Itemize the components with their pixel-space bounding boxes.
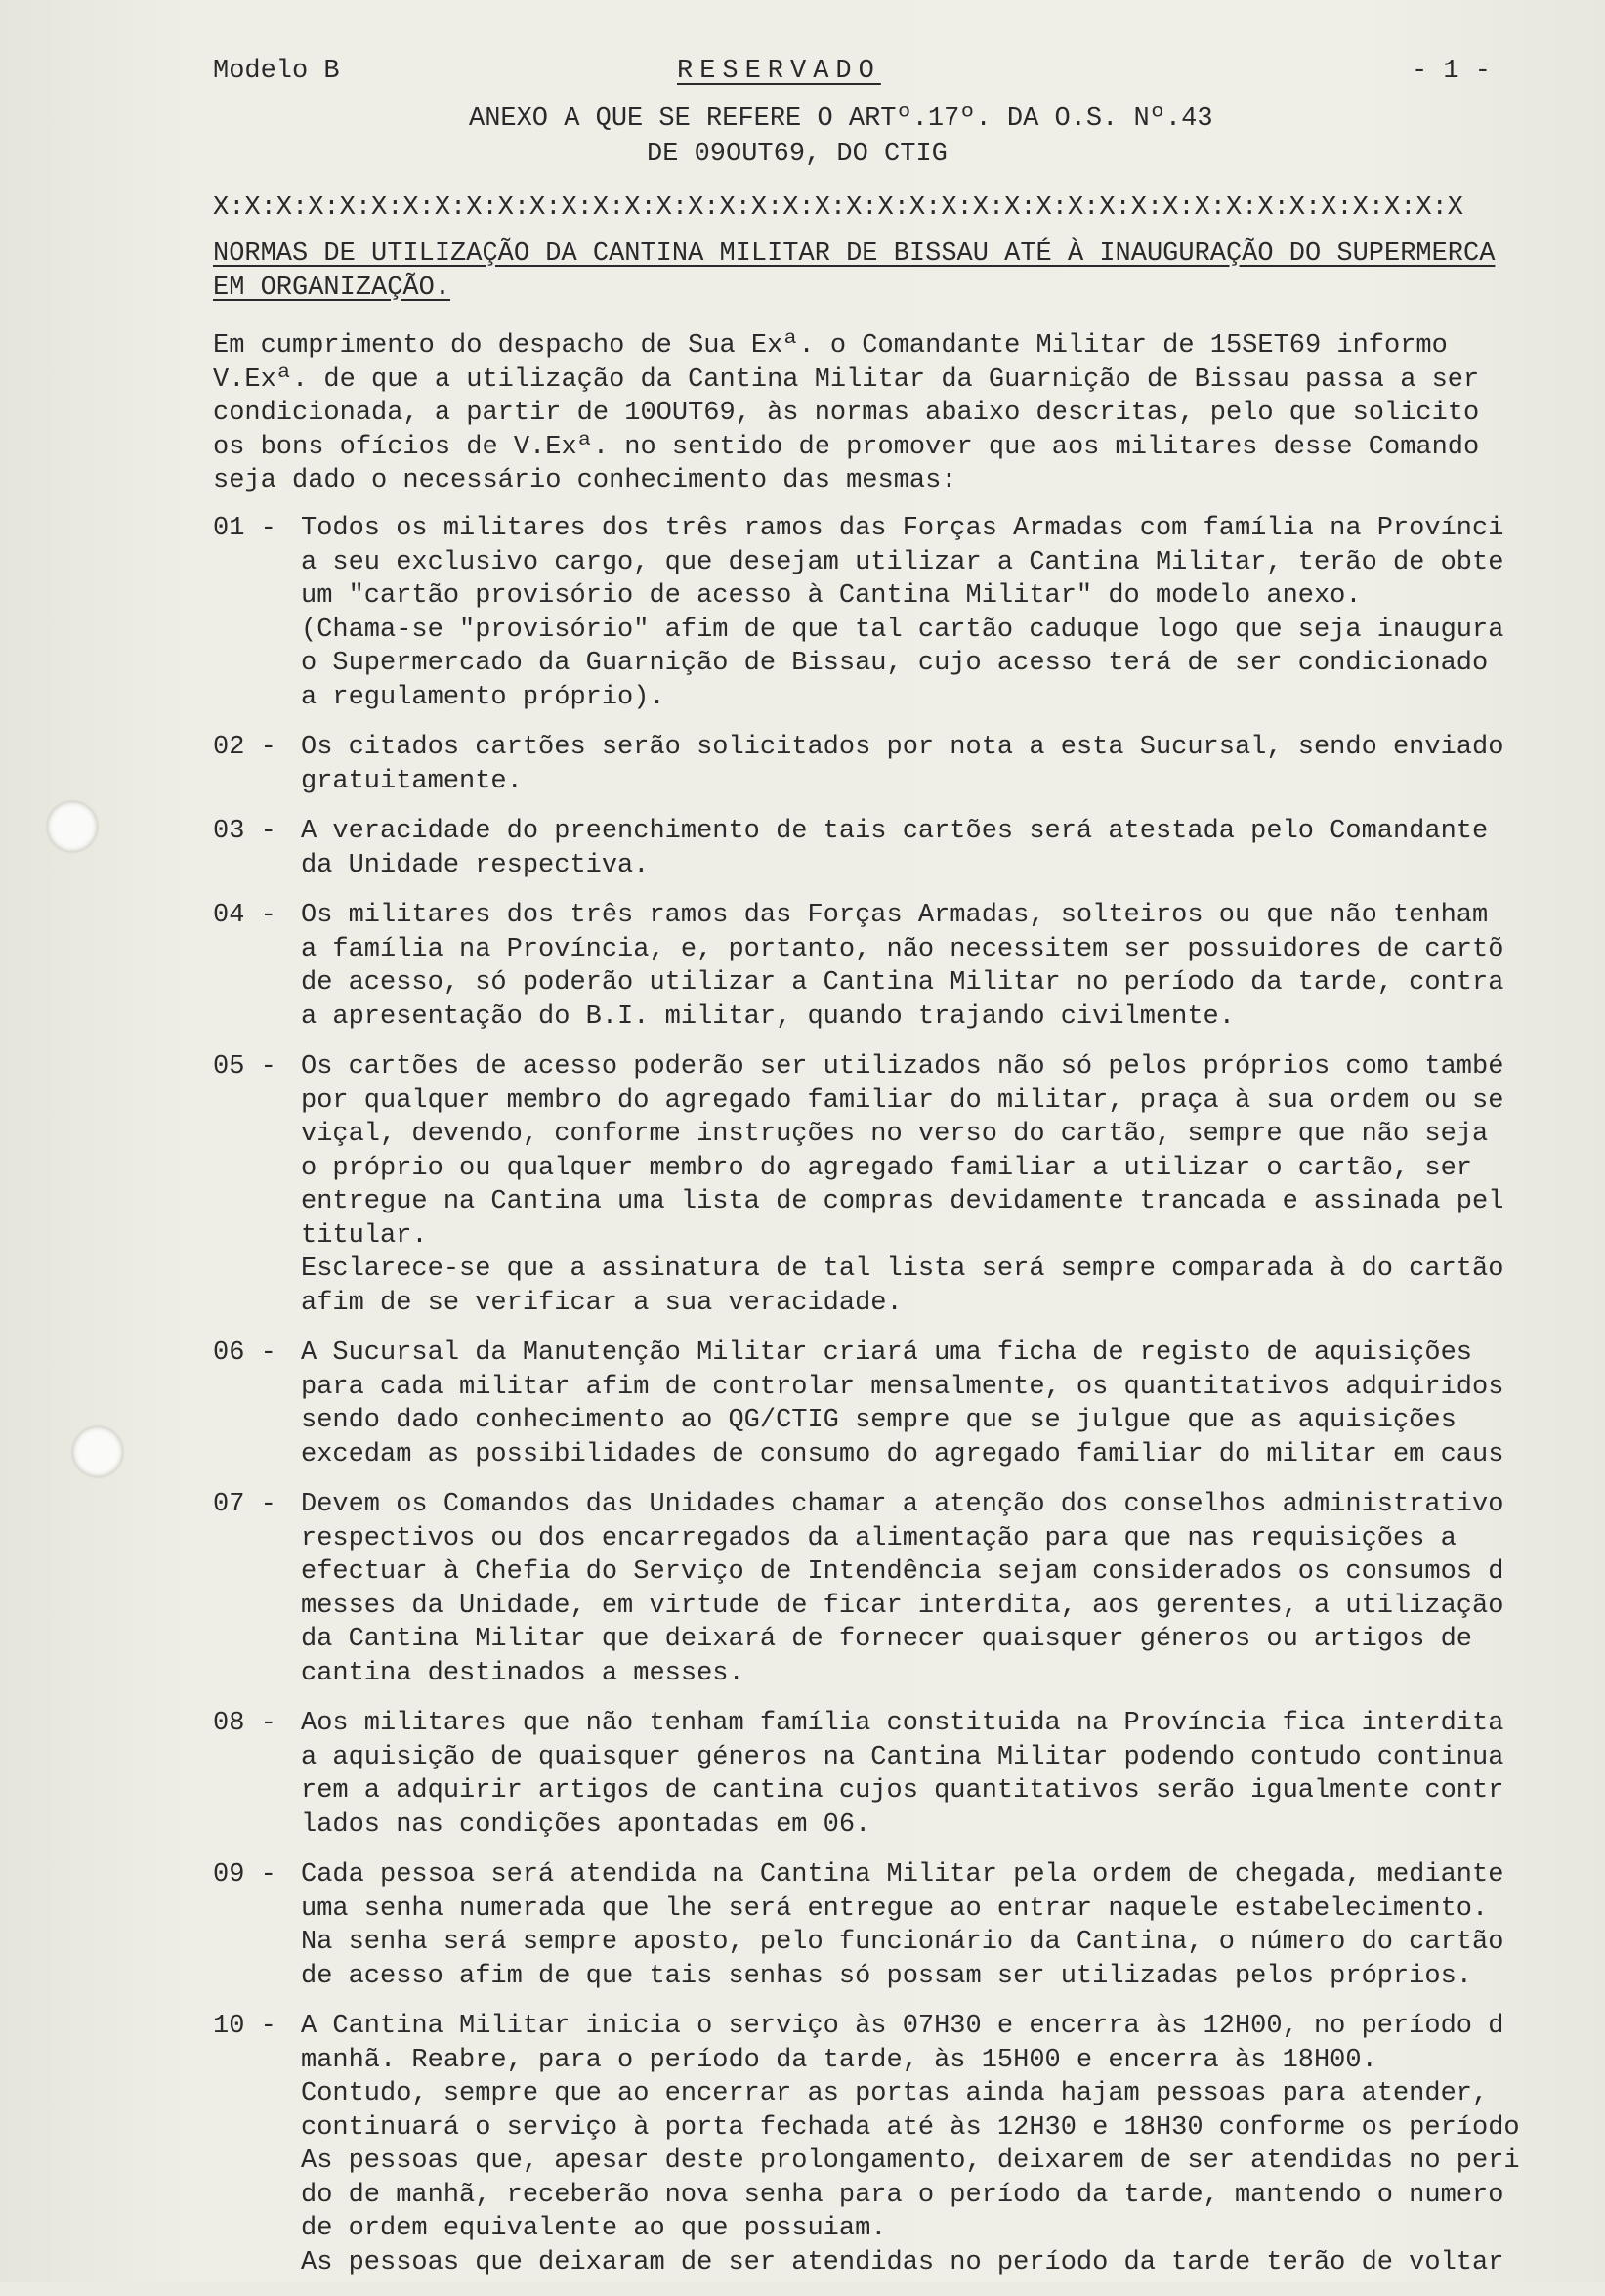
item-text: A veracidade do preenchimento de tais cartões será atestada pelo Comandante da Unidade respectiva.: [301, 817, 1489, 880]
page-header: [0, 57, 1605, 96]
list-item: [0, 1858, 1605, 1993]
item-text: Cada pessoa será atendida na Cantina Militar pela ordem de chegada, mediante uma senha numerada que lhe será entregue ao entrar naquele estabelecimento. Na senha será sempre aposto, pelo funcionário da Cantina, o número do cartão de acesso afim de que tais senhas só possam ser utilizadas pelos próprios.: [301, 1860, 1504, 1991]
list-item: [0, 1707, 1605, 1842]
annex-reference: [469, 102, 1213, 172]
item-number: 03 -: [213, 817, 276, 846]
list-item: [0, 512, 1605, 714]
list-item: [0, 1488, 1605, 1690]
list-item: [0, 1050, 1605, 1320]
item-text: Os militares dos três ramos das Forças Armadas, solteiros ou que não tenham a família na Província, e, portanto, não necessitem ser possuidores de cartõ de acesso, só poderão utilizar a Cantina Militar no período da tarde, contra a apresentação do B.I. militar, quando trajando civilmente.: [301, 901, 1504, 1032]
intro-paragraph: Em cumprimento do despacho de Sua Exª. o Comandante Militar de 15SET69 informo V.Exª. de que a utilização da Cantina Militar da Guarnição de Bissau passa a ser condicionada, a partir de 10OUT69, às normas abaixo descritas, pelo que solicito os bons ofícios de V.Exª. no sentido de promover que aos militares desse Comando seja dado o necessário conhecimento das mesmas:: [213, 331, 1480, 495]
item-number: 10 -: [213, 2012, 276, 2041]
item-number: 02 -: [213, 733, 276, 762]
item-text: A Sucursal da Manutenção Militar criará uma ficha de registo de aquisições para cada militar afim de controlar mensalmente, os quantitativos adquiridos sendo dado conhecimento ao QG/CTIG sempre que se julgue que as aquisições excedam as possibilidades de consumo do agregado familiar do militar em caus: [301, 1339, 1504, 1469]
classification-stamp: RESERVADO: [677, 57, 881, 86]
list-item: [0, 731, 1605, 798]
separator-line: X:X:X:X:X:X:X:X:X:X:X:X:X:X:X:X:X:X:X:X:X:X:X:X:X:X:X:X:X:X:X:X:X:X:X:X:X:X:X:X: [213, 193, 1464, 223]
item-number: 06 -: [213, 1339, 276, 1368]
list-item: [0, 899, 1605, 1034]
item-text: A Cantina Militar inicia o serviço às 07H30 e encerra às 12H00, no período d manhã. Reabre, para o período da tarde, às 15H00 e encerra às 18H00. Contudo, sempre que ao encerrar as portas ainda hajam pessoas para atender, continuará o serviço à porta fechada até às 12H30 e 18H30 conforme os período As pessoas que, apesar deste prolongamento, deixarem de ser atendidas no peri do de manhã, receberão nova senha para o período da tarde, mantendo o numero de ordem equivalente ao que possuiam. As pessoas que deixaram de ser atendidas no período da tarde terão de voltar: [301, 2012, 1520, 2277]
annex-line-2: DE 09OUT69, DO CTIG: [647, 140, 948, 169]
item-number: 07 -: [213, 1490, 276, 1519]
item-text: Aos militares que não tenham família constituida na Província fica interdita a aquisição de quaisquer géneros na Cantina Militar podendo contudo continua rem a adquirir artigos de cantina cujos quantitativos serão igualmente contr lados nas condições apontadas em 06.: [301, 1709, 1504, 1840]
title-line-2: EM ORGANIZAÇÃO.: [213, 274, 451, 303]
norms-list: [0, 512, 1605, 2296]
model-label: Modelo B: [213, 57, 340, 86]
item-text: Os citados cartões serão solicitados por nota a esta Sucursal, sendo enviado gratuitamente.: [301, 733, 1504, 796]
page-number: - 1 -: [1412, 57, 1492, 86]
item-number: 09 -: [213, 1860, 276, 1890]
item-text: Todos os militares dos três ramos das Forças Armadas com família na Provínci a seu exclusivo cargo, que desejam utilizar a Cantina Militar, terão de obte um "cartão provisório de acesso à Cantina Militar" do modelo anexo. (Chama-se "provisório" afim de que tal cartão caduque logo que seja inaugura o Supermercado da Guarnição de Bissau, cujo acesso terá de ser condicionado a regulamento próprio).: [301, 514, 1504, 712]
list-item: [0, 2010, 1605, 2279]
item-number: 08 -: [213, 1709, 276, 1738]
annex-line-1: ANEXO A QUE SE REFERE O ARTº.17º. DA O.S. Nº.43: [469, 105, 1213, 134]
item-number: 05 -: [213, 1052, 276, 1082]
item-number: 04 -: [213, 901, 276, 930]
document-title: [213, 237, 1605, 306]
title-line-1: NORMAS DE UTILIZAÇÃO DA CANTINA MILITAR DE BISSAU ATÉ À INAUGURAÇÃO DO SUPERMERCA: [213, 239, 1496, 269]
item-number: 01 -: [213, 514, 276, 543]
item-text: Os cartões de acesso poderão ser utilizados não só pelos próprios como també por qualquer membro do agregado familiar do militar, praça à sua ordem ou se viçal, devendo, conforme instruções no verso do cartão, sempre que não seja o próprio ou qualquer membro do agregado familiar a utilizar o cartão, ser entregue na Cantina uma lista de compras devidamente trancada e assinada pel titular. Esclarece-se que a assinatura de tal lista será sempre comparada à do cartão afim de se verificar a sua veracidade.: [301, 1052, 1504, 1318]
item-text: Devem os Comandos das Unidades chamar a atenção dos conselhos administrativo respectivos ou dos encarregados da alimentação para que nas requisições a efectuar à Chefia do Serviço de Intendência sejam considerados os consumos d messes da Unidade, em virtude de ficar interdita, aos gerentes, a utilização da Cantina Militar que deixará de fornecer quaisquer géneros ou artigos de cantina destinados a messes.: [301, 1490, 1504, 1688]
list-item: [0, 815, 1605, 882]
list-item: [0, 1337, 1605, 1471]
